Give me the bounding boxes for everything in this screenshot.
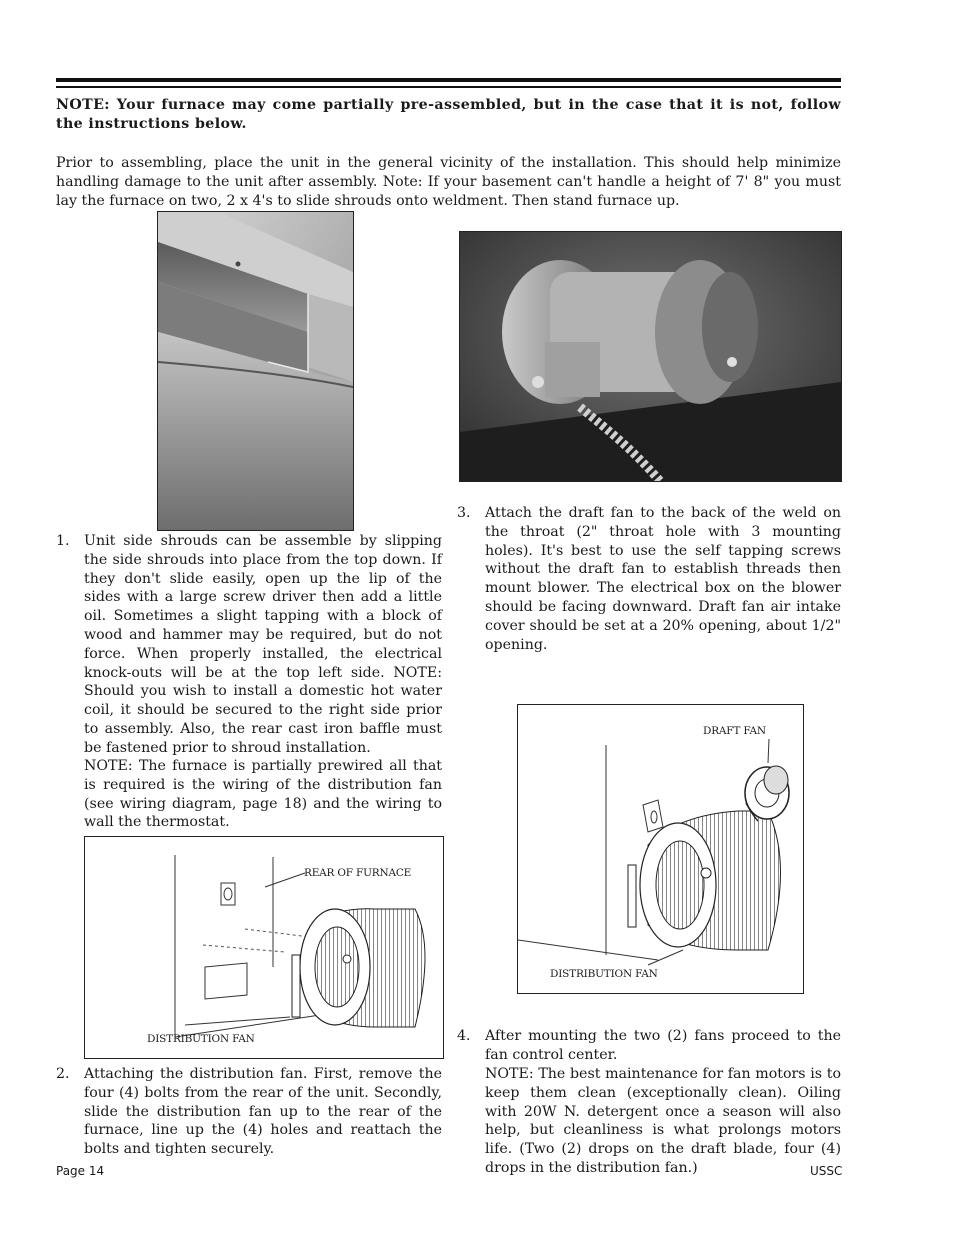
step-1-text: Unit side shrouds can be assemble by slipping the side shrouds into place from the top down. If they don't slide easily, open up the lip of the sides with a large screw driver then add a little oil. Sometimes a slight tapping with a block of wood and hammer may be required, but do not force. When properly installed, the electrical knock-outs will be at the top left side. NOTE: Should you wish to install a domestic hot water coil, it should be secured to the right side prior to assembly. Also, the rear cast iron baffle must be fastened prior to shroud installation. [84, 533, 442, 756]
distribution-fan-label-left: DISTRIBUTION FAN [147, 1033, 255, 1045]
shroud-photo [157, 211, 354, 531]
step-2-text: Attaching the distribution fan. First, remove the four (4) bolts from the rear of the unit. Secondly, slide the distribution fan up to the rear of the furnace, line up the (4) holes and reattach the bolts and tighten securely. [84, 1066, 442, 1158]
preassembly-note: NOTE: Your furnace may come partially pre-assembled, but in the case that it is not, follow the instructions below. [56, 97, 841, 132]
distribution-fan-diagram [84, 836, 444, 1059]
intro-paragraph: Prior to assembling, place the unit in the general vicinity of the installation. This should help minimize handling damage to the unit after assembly. Note: If your basement can't handle a height of 7' 8" you must lay the furnace on two, 2 x 4's to slide shrouds onto weldment. Then stand furnace up. [56, 155, 841, 209]
company-name: USSC [810, 1164, 843, 1178]
step-4-text: After mounting the two (2) fans proceed to the fan control center. [485, 1028, 841, 1063]
step-2-number: 2. [56, 1066, 70, 1082]
step-4-note: NOTE: The best maintenance for fan motors is to keep them clean (exceptionally clean). Oiling with 20W N. detergent once a season will also help, but cleanliness is what prolongs motors life. (Two (2) drops on the draft blade, four (4) drops in the distribution fan.) [485, 1066, 841, 1176]
distribution-fan-label-right: DISTRIBUTION FAN [550, 968, 658, 980]
step-1-number: 1. [56, 533, 70, 549]
step-3-number: 3. [457, 505, 471, 521]
rear-of-furnace-label: REAR OF FURNACE [304, 867, 412, 879]
step-1-note: NOTE: The furnace is partially prewired all that is required is the wiring of the distribution fan (see wiring diagram, page 18) and the wiring to wall the thermostat. [84, 758, 442, 831]
step-3-text: Attach the draft fan to the back of the weld on the throat (2" throat hole with 3 mounting holes). It's best to use the self tapping screws without the draft fan to establish threads then mount blower. The electrical box on the blower should be facing downward. Draft fan air intake cover should be set at a 20% opening, about 1/2" opening. [485, 505, 841, 653]
page-number: Page 14 [56, 1164, 105, 1178]
draft-fan-photo [459, 231, 842, 482]
step-4-number: 4. [457, 1028, 471, 1044]
draft-fan-label: DRAFT FAN [703, 725, 766, 737]
header-rule-thick [56, 78, 841, 82]
header-rule-thin [56, 86, 841, 88]
draft-fan-diagram [517, 704, 804, 994]
